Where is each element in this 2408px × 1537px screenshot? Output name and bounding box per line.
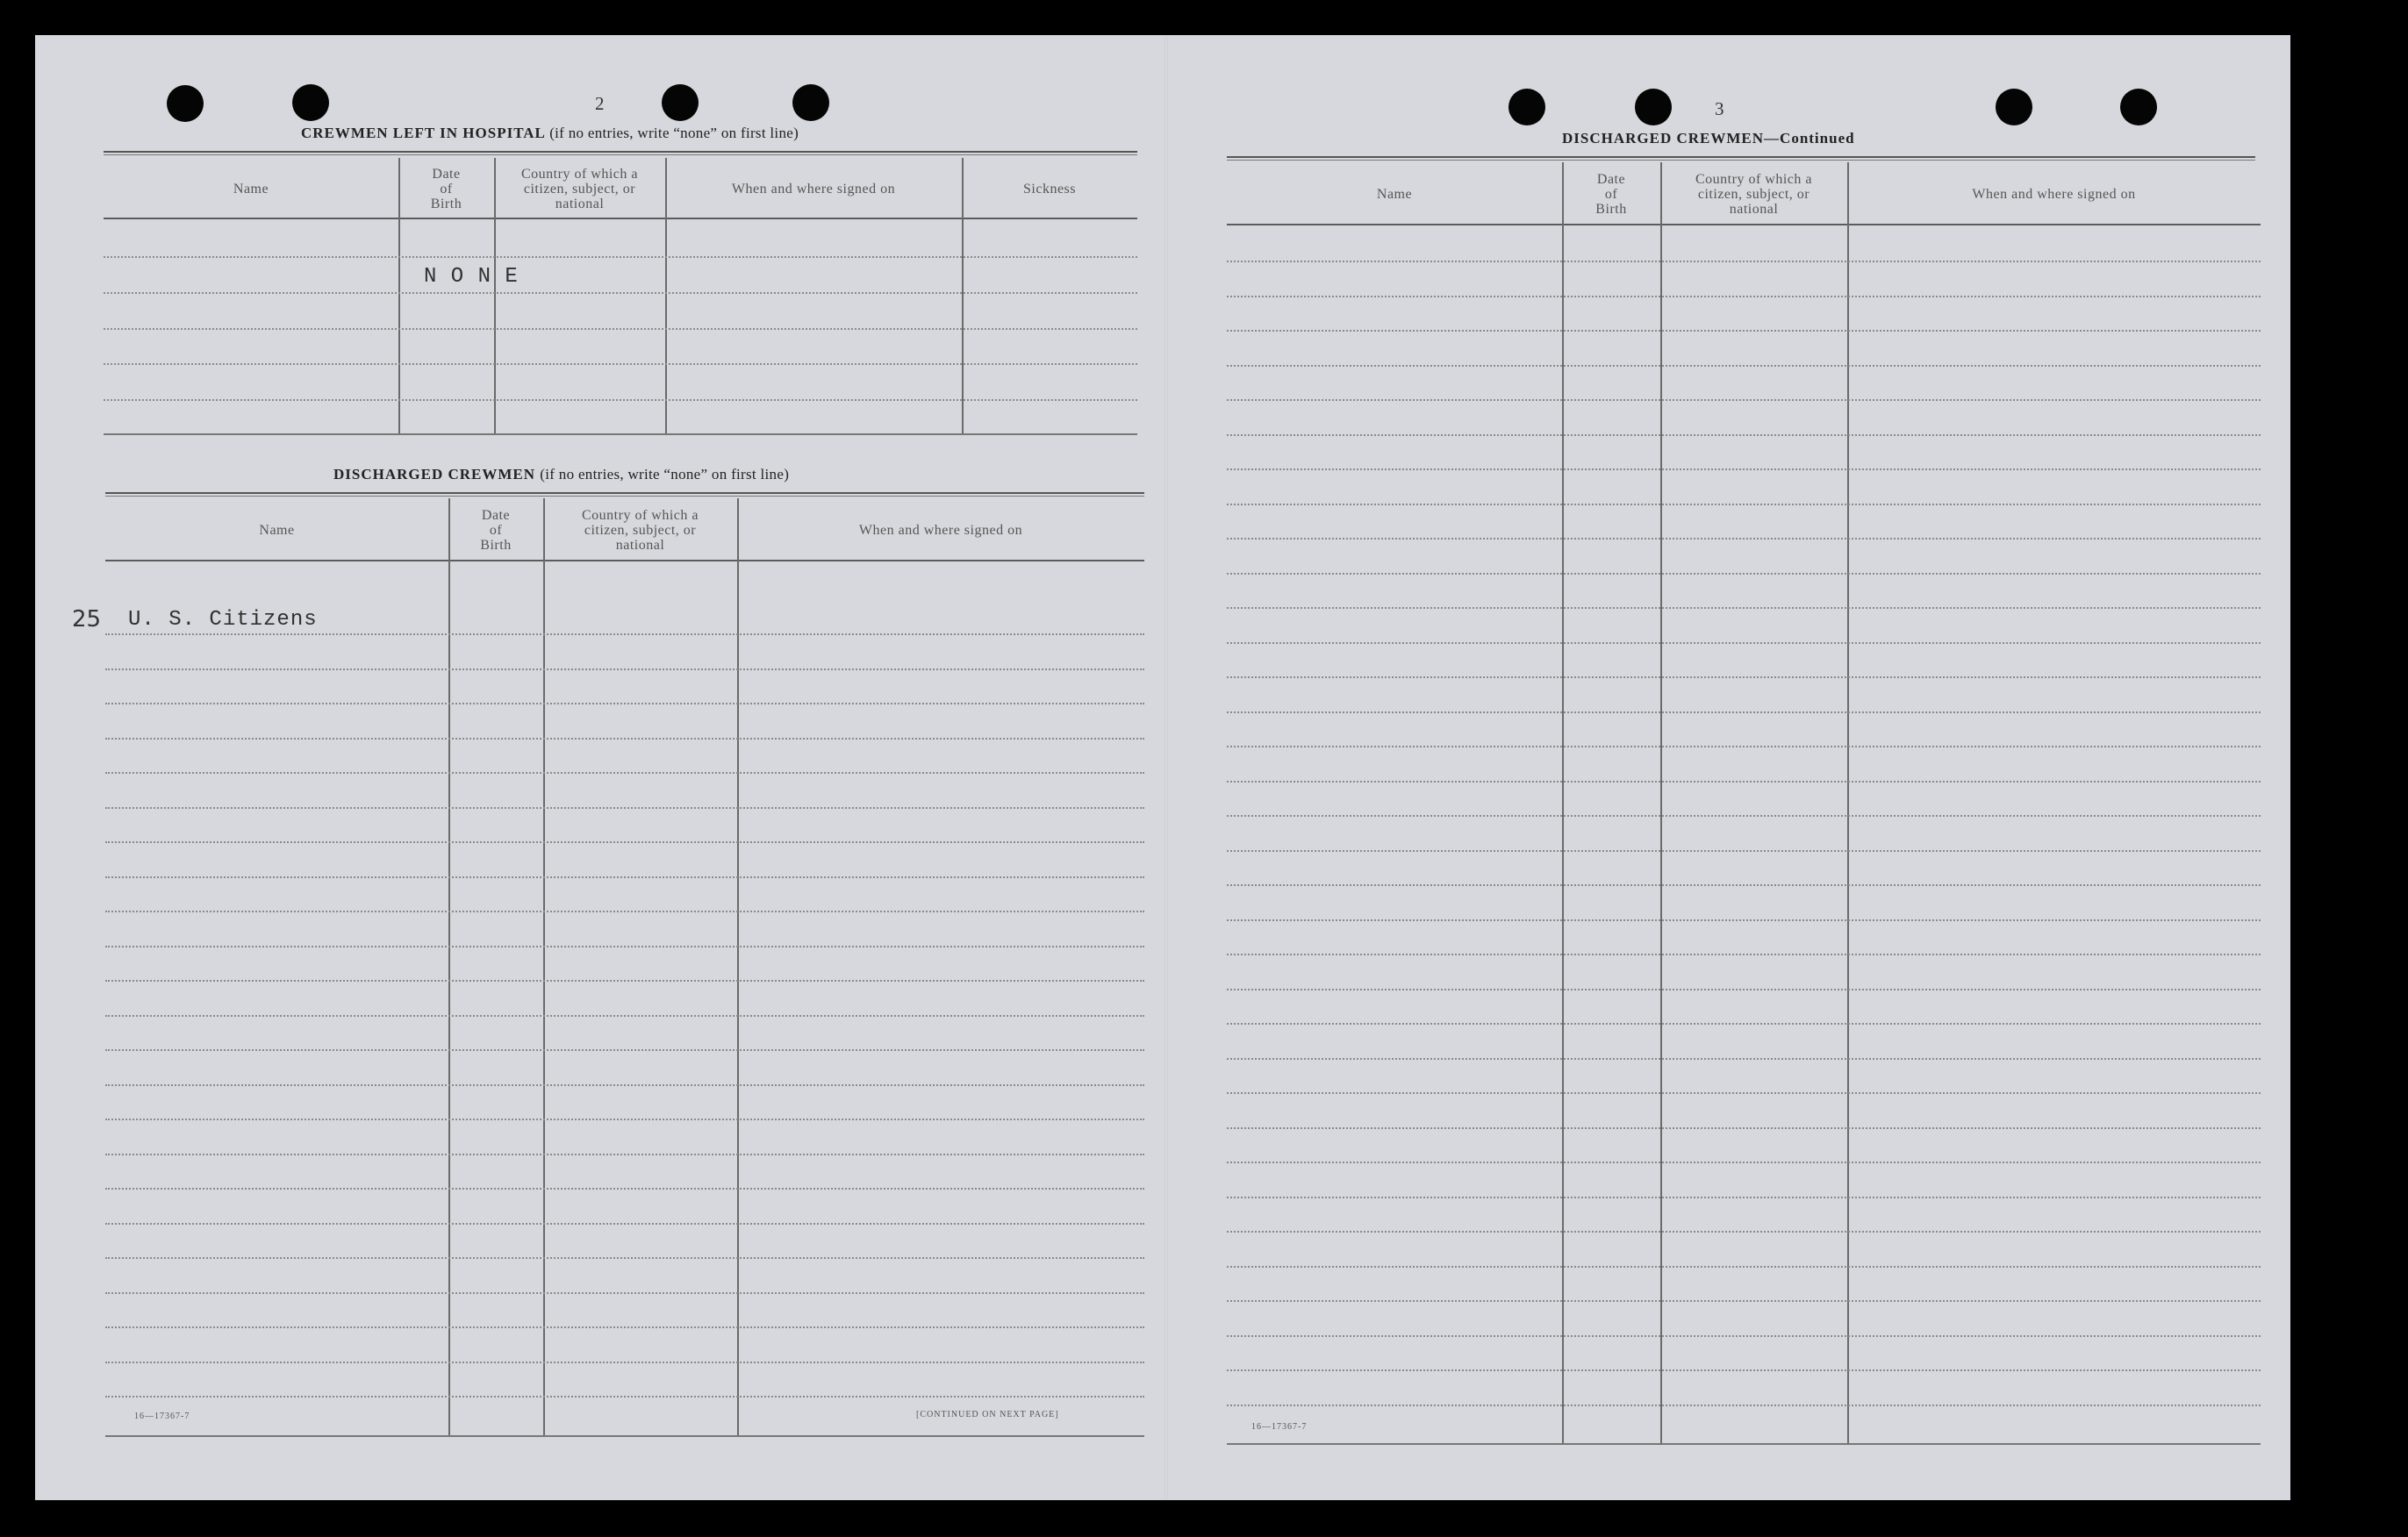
page-number-left: 2 bbox=[595, 93, 606, 114]
row-line bbox=[105, 668, 1144, 670]
row-line bbox=[105, 841, 1144, 843]
col-header-date-of-birth: Date of Birth bbox=[480, 507, 512, 553]
row-line bbox=[1227, 676, 2261, 678]
row-line bbox=[1227, 919, 2261, 921]
discharged-table-left bbox=[105, 498, 1144, 1437]
column-divider bbox=[1847, 162, 1849, 1445]
row-line bbox=[1227, 261, 2261, 262]
col-header-date-of-birth: Date of Birth bbox=[1595, 171, 1627, 217]
row-line bbox=[1227, 1127, 2261, 1129]
row-line bbox=[105, 1049, 1144, 1051]
discharged-title-text: DISCHARGED CREWMEN bbox=[333, 466, 536, 483]
column-divider bbox=[543, 498, 545, 1437]
row-line bbox=[1227, 1197, 2261, 1198]
col-header-country: Country of which a citizen, subject, or national bbox=[1695, 171, 1812, 217]
punch-hole bbox=[662, 84, 699, 121]
row-line bbox=[105, 876, 1144, 878]
row-line bbox=[1227, 1300, 2261, 1302]
column-divider bbox=[448, 498, 450, 1437]
row-line bbox=[105, 1396, 1144, 1398]
row-line bbox=[105, 1188, 1144, 1190]
hospital-top-rule bbox=[104, 151, 1137, 155]
discharged-table-right bbox=[1227, 162, 2261, 1445]
row-line bbox=[104, 256, 1137, 258]
row-line bbox=[1227, 746, 2261, 747]
col-header-name: Name bbox=[233, 181, 269, 197]
discharged-entry-us-citizens: U. S. Citizens bbox=[128, 608, 318, 632]
col-header-signed-on: When and where signed on bbox=[1972, 186, 2136, 202]
row-line bbox=[1227, 815, 2261, 817]
row-line bbox=[1227, 1023, 2261, 1025]
col-header-country: Country of which a citizen, subject, or national bbox=[521, 166, 638, 211]
row-line bbox=[1227, 468, 2261, 470]
column-divider bbox=[737, 498, 739, 1437]
row-line bbox=[1227, 1092, 2261, 1094]
row-line bbox=[104, 399, 1137, 401]
table-bottom-rule bbox=[1227, 1443, 2261, 1445]
punch-hole bbox=[2120, 89, 2157, 125]
hospital-title-note: (if no entries, write “none” on first line) bbox=[549, 125, 799, 141]
row-line bbox=[1227, 1266, 2261, 1268]
discharged-top-rule bbox=[105, 492, 1144, 497]
row-line bbox=[104, 292, 1137, 294]
col-header-signed-on: When and where signed on bbox=[858, 522, 1023, 538]
row-line bbox=[1227, 399, 2261, 401]
row-line bbox=[105, 703, 1144, 704]
punch-hole bbox=[1509, 89, 1545, 125]
row-line bbox=[1227, 434, 2261, 436]
form-number-left: 16—17367-7 bbox=[134, 1412, 190, 1421]
right-top-rule bbox=[1227, 156, 2255, 161]
row-line bbox=[1227, 884, 2261, 886]
row-line bbox=[1227, 781, 2261, 783]
page-number-right: 3 bbox=[1715, 98, 1725, 119]
col-header-sickness: Sickness bbox=[1023, 181, 1076, 197]
row-line bbox=[105, 1015, 1144, 1017]
hospital-section-title bbox=[301, 125, 799, 142]
form-sheet bbox=[35, 35, 2290, 1500]
row-line bbox=[105, 1326, 1144, 1328]
row-line bbox=[1227, 1231, 2261, 1233]
row-line bbox=[105, 980, 1144, 982]
col-header-country: Country of which a citizen, subject, or national bbox=[582, 507, 699, 553]
row-line bbox=[105, 772, 1144, 774]
table-bottom-rule bbox=[105, 1435, 1144, 1437]
row-line bbox=[105, 911, 1144, 912]
punch-hole bbox=[167, 85, 204, 122]
discharged-section-title bbox=[333, 466, 789, 483]
punch-hole bbox=[792, 84, 829, 121]
row-line bbox=[1227, 642, 2261, 644]
table-bottom-rule bbox=[104, 433, 1137, 435]
row-line bbox=[104, 363, 1137, 365]
page-fold bbox=[1165, 35, 1168, 1500]
form-number-right: 16—17367-7 bbox=[1251, 1422, 1308, 1432]
col-header-name: Name bbox=[259, 522, 295, 538]
row-line bbox=[105, 1223, 1144, 1225]
continued-note: [CONTINUED ON NEXT PAGE] bbox=[916, 1410, 1059, 1419]
row-line bbox=[1227, 1369, 2261, 1371]
right-section-title: DISCHARGED CREWMEN—Continued bbox=[1562, 130, 1855, 147]
row-line bbox=[105, 946, 1144, 947]
row-line bbox=[1227, 850, 2261, 852]
hospital-table bbox=[104, 158, 1137, 435]
row-line bbox=[105, 1154, 1144, 1155]
row-line bbox=[105, 1292, 1144, 1294]
row-line bbox=[1227, 711, 2261, 713]
row-line bbox=[1227, 1058, 2261, 1060]
punch-hole bbox=[1635, 89, 1672, 125]
row-line bbox=[105, 1362, 1144, 1363]
row-line bbox=[1227, 573, 2261, 575]
discharged-title-note: (if no entries, write “none” on first line) bbox=[540, 466, 790, 483]
hospital-entry-none: N O N E bbox=[424, 265, 519, 289]
column-divider bbox=[1562, 162, 1564, 1445]
row-line bbox=[1227, 1335, 2261, 1337]
row-line bbox=[1227, 365, 2261, 367]
row-line bbox=[1227, 504, 2261, 505]
row-line bbox=[105, 1084, 1144, 1086]
row-line bbox=[105, 1119, 1144, 1120]
row-line bbox=[105, 738, 1144, 740]
row-line bbox=[1227, 607, 2261, 609]
hospital-title-text: CREWMEN LEFT IN HOSPITAL bbox=[301, 125, 545, 141]
row-line bbox=[1227, 989, 2261, 990]
row-line bbox=[105, 807, 1144, 809]
row-line bbox=[1227, 538, 2261, 540]
entry-count: 25 bbox=[72, 606, 102, 633]
column-divider bbox=[1660, 162, 1662, 1445]
punch-hole bbox=[292, 84, 329, 121]
row-line bbox=[1227, 1405, 2261, 1406]
col-header-date-of-birth: Date of Birth bbox=[430, 166, 462, 211]
row-line bbox=[1227, 330, 2261, 332]
col-header-signed-on: When and where signed on bbox=[731, 181, 896, 197]
col-header-name: Name bbox=[1376, 186, 1413, 202]
row-line bbox=[1227, 1162, 2261, 1163]
row-line bbox=[105, 1257, 1144, 1259]
punch-hole bbox=[1996, 89, 2032, 125]
row-line bbox=[104, 328, 1137, 330]
row-line bbox=[1227, 954, 2261, 955]
row-line bbox=[105, 633, 1144, 635]
row-line bbox=[1227, 296, 2261, 297]
